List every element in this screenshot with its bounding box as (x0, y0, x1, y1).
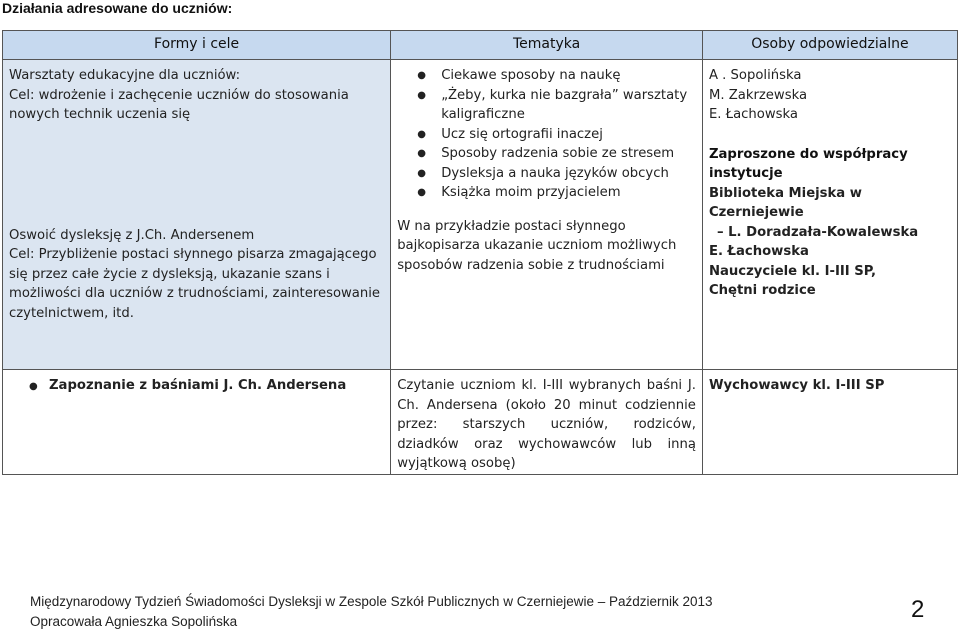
invited-item: E. Łachowska (708, 244, 809, 259)
footer-author: Opracowała Agnieszka Sopolińska (30, 614, 238, 629)
andersen-title: Oswoić dysleksję z J.Ch. Andersenem (9, 227, 255, 243)
person-name: A . Sopolińska (708, 68, 802, 83)
section-heading: Działania adresowane do uczniów: (2, 0, 233, 16)
list-item: ● Ucz się ortografii inaczej (441, 125, 696, 145)
list-item: ● „Żeby, kurka nie bazgrała” warsztaty kaligraficzne (441, 86, 696, 125)
page-footer (30, 592, 713, 632)
reading-topic: Czytanie uczniom kl. I-III wybranych baśni J. Ch. Andersena (około 20 minut codziennie przez: starszych uczniów, rodziców, dziadków oraz wychowawców lub inną wyjątkową osobę) (397, 378, 696, 471)
column-header-persons: Osoby odpowiedzialne (702, 31, 957, 60)
list-item: ● Sposoby radzenia sobie ze stresem (441, 144, 696, 164)
list-item: ● Dysleksja a nauka języków obcych (441, 164, 696, 184)
workshop-title: Warsztaty edukacyjne dla uczniów: (9, 68, 241, 83)
page-number: 2 (911, 596, 925, 623)
table-row (3, 370, 958, 475)
person-name: E. Łachowska (708, 107, 798, 122)
column-header-forms: Formy i cele (3, 31, 391, 60)
footer-title: Międzynarodowy Tydzień Świadomości Dysleksji w Zespole Szkół Publicznych w Czerniejewie – Październik 2013 (30, 594, 713, 609)
topics-cell (391, 60, 703, 370)
andersen-fairytales-form: Zapoznanie z baśniami J. Ch. Andersena (49, 378, 347, 393)
column-header-topics: Tematyka (391, 31, 703, 60)
list-item: ● Książka moim przyjacielem (441, 183, 696, 203)
list-item: ● Ciekawe sposoby na naukę (441, 66, 696, 86)
andersen-goal: Cel: Przybliżenie postaci słynnego pisarza zmagającego się przez całe życie z dysleksją, ukazanie szans i możliwości dla uczniów z trudnościami, zainteresowanie czytelnictwem, itd. (9, 247, 381, 321)
responsible-persons: Wychowawcy kl. I-III SP (708, 378, 885, 393)
activities-table (2, 30, 958, 475)
persons-cell (702, 60, 957, 370)
workshop-goal: Cel: wdrożenie i zachęcenie uczniów do stosowania nowych technik uczenia się (9, 87, 349, 122)
topic-note: W na przykładzie postaci słynnego bajkopisarza ukazanie uczniom możliwych sposobów radzenia sobie z trudnościami (397, 218, 677, 273)
invited-item: Biblioteka Miejska w Czerniejewie (708, 185, 862, 220)
topics-cell (391, 370, 703, 475)
forms-cell (3, 60, 391, 370)
topics-list (397, 60, 696, 203)
invited-item: Chętni rodzice (708, 283, 816, 298)
invited-item: – L. Doradzała-Kowalewska (716, 224, 919, 240)
invited-label: Zaproszone do współpracy instytucje (708, 146, 908, 181)
bullet-icon: ● (29, 381, 38, 392)
persons-cell (702, 370, 957, 475)
invited-item: Nauczyciele kl. I-III SP, (708, 263, 877, 279)
table-header-row (3, 31, 958, 60)
table-row (3, 60, 958, 370)
person-name: M. Zakrzewska (708, 87, 808, 103)
forms-cell (3, 370, 391, 475)
